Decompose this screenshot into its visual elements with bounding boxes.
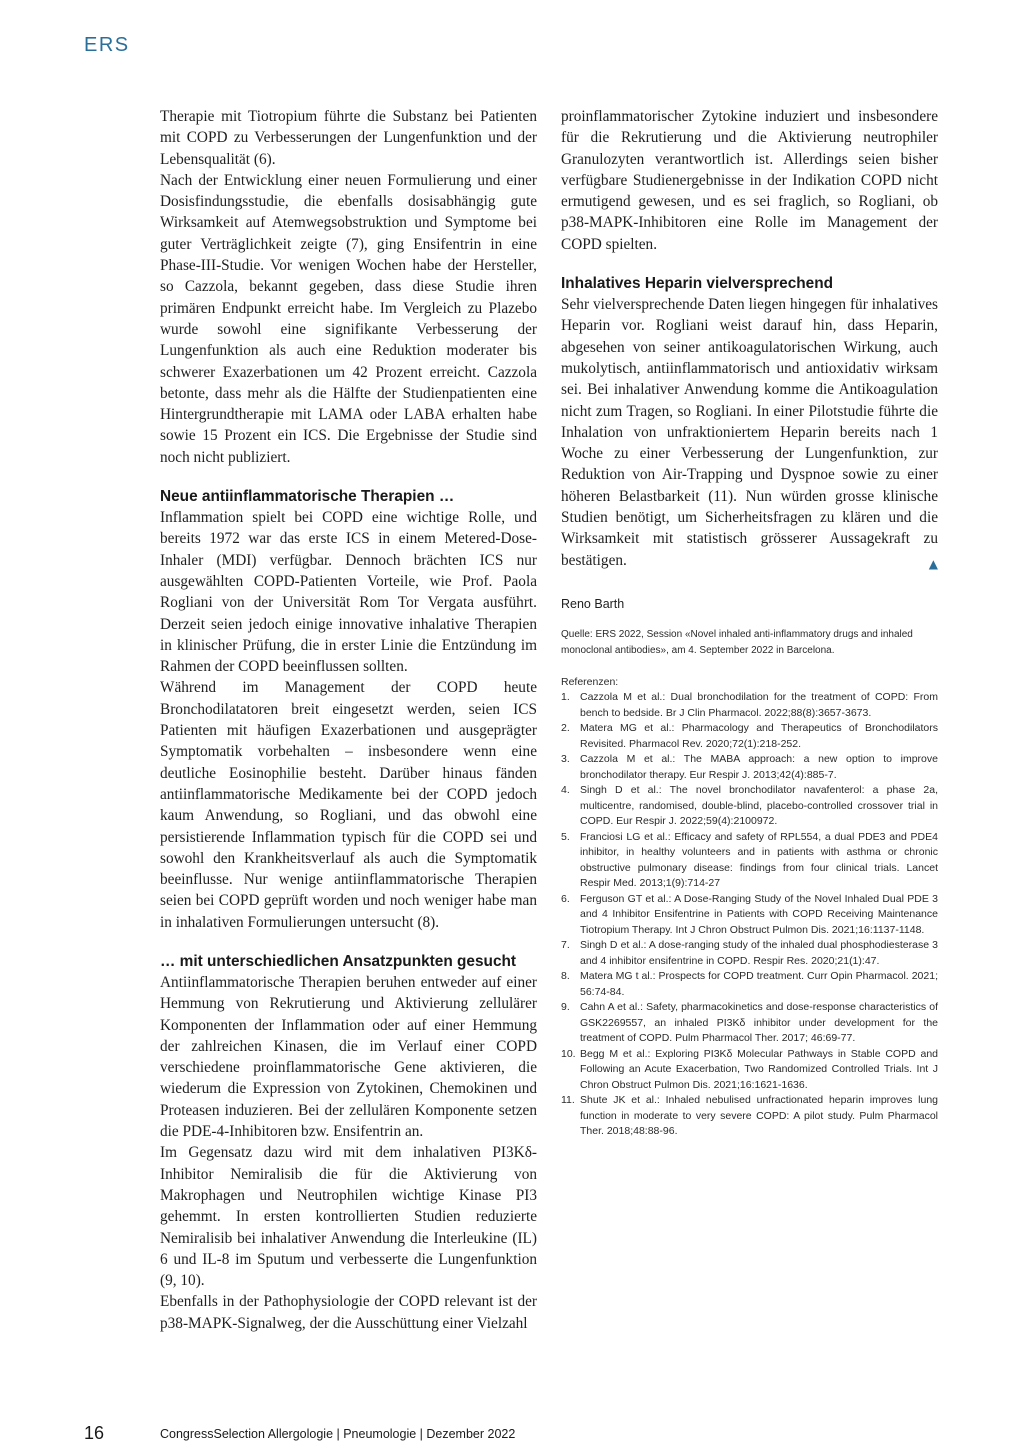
section-heading: … mit unterschiedlichen Ansatzpunkten gesucht [160, 952, 517, 970]
reference-text: Shute JK et al.: Inhaled nebulised unfractionated heparin improves lung function in moderate to very severe COPD: A pilot study. Pulm Pharmacol Ther. 2018;48:88-96. [580, 1094, 938, 1138]
reference-number: 1. [561, 691, 570, 704]
reference-number: 6. [561, 892, 570, 905]
paragraph-text: Sehr vielversprechende Daten liegen hingegen für inhalatives Heparin vor. Rogliani weist darauf hin, dass Heparin, abgesehen von seiner antikoagulatorischen Wirkung, auch mukolytisch, antiinflammatorisch und antioxidativ wirksam sei. Bei inhalativer Anwendung komme die Antikoagulation nicht zum Tragen, so Rogliani. In einer Pilotstudie führte die Inhalation von unfraktioniertem Heparin bereits nach 1 Woche zu einer Verbesserung der Lungenfunktion, zur Reduktion von Air-Trapping und Dyspnoe sowie zu einer höheren Belastbarkeit (11). Nun würden grosse klinische Studien benötigt, um Sicherheitsfragen zu klären und die Wirksamkeit mit statistisch grösserer Aussagekraft zu bestätigen. [561, 296, 938, 569]
references-label: Referenzen: [561, 675, 619, 688]
end-of-article-triangle-icon: ▲ [928, 556, 938, 571]
reference-number: 9. [561, 1001, 570, 1014]
reference-item [561, 721, 938, 752]
reference-text: Cazzola M et al.: Dual bronchodilation for the treatment of COPD: From bench to bedside. Br J Clin Pharmacol. 2022;88(8):3657-3673. [580, 691, 938, 719]
reference-text: Matera MG t al.: Prospects for COPD treatment. Curr Opin Pharmacol. 2021; 56:74-84. [580, 970, 938, 998]
references-list [561, 690, 938, 1140]
reference-item [561, 1047, 938, 1094]
paragraph: proinflammatorischer Zytokine induziert und insbesondere für die Rekrutierung und die Aktivierung neutrophiler Granulozyten verantwortlich ist. Allerdings seien bisher verfügbare Studienergebnisse in der Indikation COPD nicht ermutigend gewesen, und es sei fraglich, so Rogliani, ob p38-MAPK-Inhibitoren eine Rolle im Management der COPD spielten. [561, 108, 938, 253]
reference-item [561, 1093, 938, 1140]
section-tag: ERS [84, 34, 130, 56]
reference-item [561, 892, 938, 939]
paragraph: Antiinflammatorische Therapien beruhen entweder auf einer Hemmung von Rekrutierung und Aktivierung zellulärer Komponenten der Inflammation oder auf einer Hemmung der zahlreichen Kinasen, die im Verlauf einer COPD verschiedene proinflammatorische Gene aktivieren, die wiederum die Expression von Zytokinen, Chemokinen und Proteasen induzieren. Bei der zellulären Komponente setzen die PDE-4-Inhibitoren bzw. Ensifentrin an. [160, 973, 537, 1141]
reference-text: Cahn A et al.: Safety, pharmacokinetics and dose-response characteristics of GSK2269557, an inhaled PI3Kδ inhibitor under development for the treatment of COPD. Pulm Pharmacol Ther. 2017; 46:69-77. [580, 1001, 938, 1045]
page-number: 16 [84, 1423, 105, 1443]
reference-number: 8. [561, 970, 570, 983]
reference-item [561, 690, 938, 721]
reference-text: Cazzola M et al.: The MABA approach: a new option to improve bronchodilator therapy. Eur Respir J. 2013;42(4):885-7. [580, 753, 938, 781]
paragraph: Therapie mit Tiotropium führte die Substanz bei Patienten mit COPD zu Verbesserungen der Lungenfunktion und der Lebensqualität (6). [160, 108, 537, 168]
publication-footer: CongressSelection Allergologie | Pneumologie | Dezember 2022 [160, 1427, 516, 1441]
section-heading: Inhalatives Heparin vielversprechend [561, 275, 834, 293]
reference-text: Matera MG et al.: Pharmacology and Therapeutics of Bronchodilators Revisited. Pharmacol Rev. 2020;72(1):218-252. [580, 722, 938, 750]
reference-text: Franciosi LG et al.: Efficacy and safety of RPL554, a dual PDE3 and PDE4 inhibitor, in healthy volunteers and in patients with asthma or chronic obstructive pulmonary disease: findings from four clinical trials. Lancet Respir Med. 2013;1(9):714-27 [580, 830, 938, 890]
reference-number: 2. [561, 722, 570, 735]
reference-number: 7. [561, 939, 570, 952]
section-heading: Neue antiinflammatorische Therapien … [160, 488, 455, 506]
paragraph: Inflammation spielt bei COPD eine wichtige Rolle, und bereits 1972 war das erste ICS in einem Metered-Dose-Inhaler (MDI) verfügbar. Dennoch brächten ICS nur ausgewählten COPD-Patienten Vorteile, wie Prof. Paola Rogliani von der Universität Rom Tor Vergata ausführt. Derzeit seien jedoch einige innovative inhalative Therapien in klinischer Prüfung, die in erster Linie die Entzündung im Rahmen der COPD beeinflussen sollten. [160, 509, 537, 676]
source-note: Quelle: ERS 2022, Session «Novel inhaled anti-inflammatory drugs and inhaled monoclonal antibodies», am 4. September 2022 in Barcelona. [561, 628, 913, 656]
reference-number: 11. [561, 1094, 575, 1107]
reference-text: Begg M et al.: Exploring PI3Kδ Molecular Pathways in Stable COPD and Following an Acute Exacerbation, Two Randomized Controlled Trials. Int J Chron Obstruct Pulmon Dis. 2021;16:1621-1636. [580, 1047, 938, 1091]
reference-item [561, 969, 938, 1000]
reference-item [561, 752, 938, 783]
paragraph: Nach der Entwicklung einer neuen Formulierung und einer Dosisfindungsstudie, die ebenfalls dosisabhängig gute Wirksamkeit auf Atemwegsobstruktion und Symptome bei guter Verträglichkeit zeigte (7), ging Ensifentrin in eine Phase-III-Studie. Vor wenigen Wochen habe der Hersteller, so Cazzola, bekannt gegeben, dass diese Studie ihren primären Endpunkt erreicht habe. Im Vergleich zu Plazebo wurde sowohl eine signifikante Verbesserung der Lungenfunktion als auch eine Reduktion moderater bis schwerer Exazerbationen um 42 Prozent erreicht. Cazzola betonte, dass mehr als die Hälfte der Studienpatienten eine Hintergrundtherapie mit LAMA oder LABA erhalten habe sowie 15 Prozent ein ICS. Die Ergebnisse der Studie sind noch nicht publiziert. [160, 171, 537, 466]
reference-number: 3. [561, 753, 570, 766]
left-column [160, 106, 537, 1334]
paragraph [561, 294, 938, 571]
author-name: Reno Barth [561, 596, 625, 611]
reference-number: 5. [561, 830, 570, 843]
reference-number: 4. [561, 784, 570, 797]
reference-text: Singh D et al.: The novel bronchodilator navafenterol: a phase 2a, multicentre, randomised, double-blind, placebo-controlled crossover trial in COPD. Eur Respir J. 2022;59(4):2100972. [580, 784, 938, 828]
right-column [561, 106, 938, 1140]
paragraph: Während im Management der COPD heute Bronchodilatatoren breit eingesetzt werden, seien ICS Patienten mit häufigen Exazerbationen und ausgeprägter Symptomatik vorbehalten – insbesondere wenn eine deutliche Eosinophilie besteht. Darüber hinaus fänden antiinflammatorische Medikamente bei der COPD jedoch kaum Anwendung, so Rogliani, und das obwohl eine persistierende Inflammation typisch für die COPD sei und sowohl den Krankheitsverlauf als auch die Symptomatik beeinflusse. Nur wenige antiinflammatorische Therapien seien bei COPD geprüft worden und noch weniger habe man in inhalativen Formulierungen untersucht (8). [160, 679, 537, 931]
reference-text: Singh D et al.: A dose-ranging study of the inhaled dual phosphodiesterase 3 and 4 inhibitor ensifentrine in COPD. Respir Res. 2020;21(1):47. [580, 939, 938, 967]
reference-text: Ferguson GT et al.: A Dose-Ranging Study of the Novel Inhaled Dual PDE 3 and 4 Inhibitor Ensifentrine in Patients with COPD Receiving Maintenance Tiotropium Therapy. Int J Chron Obstruct Pulmon Dis. 2021;16:1137-1148. [580, 892, 938, 936]
reference-item [561, 1000, 938, 1047]
reference-number: 10. [561, 1047, 576, 1060]
paragraph: Ebenfalls in der Pathophysiologie der COPD relevant ist der p38-MAPK-Signalweg, der die Ausschüttung einer Vielzahl [160, 1293, 537, 1332]
reference-item [561, 830, 938, 892]
paragraph: Im Gegensatz dazu wird mit dem inhalativen PI3Kδ-Inhibitor Nemiralisib die für die Aktivierung von Makrophagen und Neutrophilen wichtige Kinase PI3 gehemmt. In ersten kontrollierten Studien reduzierte Nemiralisib bei inhalativer Anwendung die Interleukine (IL) 6 und IL-8 im Sputum und verbesserte die Lungenfunktion (9, 10). [160, 1144, 537, 1290]
reference-item [561, 783, 938, 830]
reference-item [561, 938, 938, 969]
